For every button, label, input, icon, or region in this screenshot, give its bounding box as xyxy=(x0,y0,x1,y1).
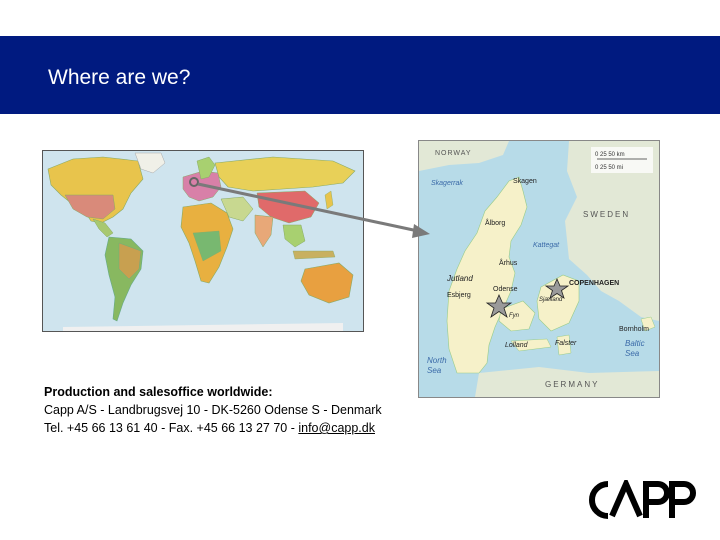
label-sjaelland: Sjælland xyxy=(539,297,563,303)
scale-mi-label: 0 25 50 mi xyxy=(595,165,624,171)
label-aarhus: Århus xyxy=(499,260,518,267)
info-address: Capp A/S - Landbrugsvej 10 - DK-5260 Odense S - Denmark xyxy=(44,403,382,417)
label-copenhagen: COPENHAGEN xyxy=(569,280,620,287)
capp-logo-icon xyxy=(586,480,698,520)
label-esbjerg: Esbjerg xyxy=(447,292,471,299)
label-north-sea-2: Sea xyxy=(427,366,442,375)
label-baltic-sea-2: Sea xyxy=(625,349,640,358)
info-contact xyxy=(44,419,382,437)
label-fyn: Fyn xyxy=(509,313,520,319)
slide-header xyxy=(0,36,720,114)
info-contact-phone-fax: Tel. +45 66 13 61 40 - Fax. +45 66 13 27 70 - xyxy=(44,421,299,435)
label-falster: Falster xyxy=(555,340,577,347)
label-bornholm: Bornholm xyxy=(619,326,649,333)
label-jutland: Jutland xyxy=(447,274,473,283)
label-north-sea-1: North xyxy=(427,356,447,365)
label-germany: GERMANY xyxy=(545,380,600,389)
label-norway: NORWAY xyxy=(435,150,472,157)
label-aalborg: Ålborg xyxy=(485,220,506,227)
label-odense: Odense xyxy=(493,286,518,293)
label-sweden: SWEDEN xyxy=(583,210,631,219)
slide-title: Where are we? xyxy=(48,66,191,89)
label-skagerrak: Skagerrak xyxy=(431,180,463,187)
scale-km-label: 0 25 50 km xyxy=(595,152,625,158)
label-baltic-sea-1: Baltic xyxy=(625,339,645,348)
label-skagen: Skagen xyxy=(513,178,537,185)
info-heading: Production and salesoffice worldwide: xyxy=(44,385,273,399)
denmark-map xyxy=(418,140,660,398)
world-map xyxy=(42,150,364,332)
label-lolland: Lolland xyxy=(505,342,528,349)
label-kattegat: Kattegat xyxy=(533,242,560,249)
email-link[interactable]: info@capp.dk xyxy=(298,421,375,435)
company-info xyxy=(44,383,382,437)
